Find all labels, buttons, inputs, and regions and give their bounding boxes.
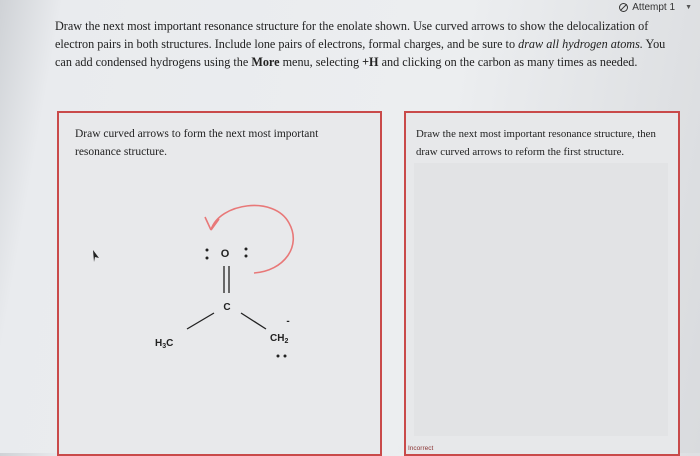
single-bond-left[interactable] bbox=[187, 313, 214, 329]
lone-pair-dot bbox=[245, 255, 248, 258]
cursor-icon bbox=[93, 250, 99, 262]
instructions-line-2: electron pairs in both structures. Include lone pairs of electrons, formal charges, and be sure to draw all hydrogen atoms. You bbox=[55, 37, 666, 51]
carbon-atom[interactable]: C bbox=[223, 302, 231, 313]
lone-pair-dot bbox=[206, 257, 209, 260]
lone-pair-dot bbox=[206, 249, 209, 252]
single-bond-right[interactable] bbox=[241, 313, 266, 329]
lone-pair-dot bbox=[245, 248, 248, 251]
enolate-structure[interactable] bbox=[59, 113, 380, 454]
status-label: Incorrect bbox=[408, 445, 434, 452]
chevron-down-icon[interactable]: ▼ bbox=[685, 4, 692, 11]
right-drawing-panel[interactable] bbox=[404, 111, 680, 456]
instructions-line-3: can add condensed hydrogens using the More menu, selecting +H and clicking on the carbon as many times as needed. bbox=[55, 55, 638, 69]
left-panel-prompt: Draw curved arrows to form the next most important resonance structure. bbox=[75, 128, 319, 158]
left-drawing-panel[interactable] bbox=[57, 111, 382, 456]
attempt-indicator[interactable] bbox=[619, 2, 692, 13]
drawing-canvas[interactable] bbox=[414, 163, 668, 436]
question-instructions bbox=[55, 17, 675, 71]
lone-pair-dot bbox=[277, 355, 280, 358]
methyl-group[interactable]: $H_3C$ bbox=[155, 338, 174, 350]
methylene-group[interactable]: $CH_2$ bbox=[270, 333, 289, 345]
no-entry-icon bbox=[619, 3, 628, 12]
attempt-label: Attempt 1 bbox=[632, 2, 676, 13]
lone-pair-dot bbox=[284, 355, 287, 358]
oxygen-atom[interactable]: O bbox=[220, 248, 230, 260]
formal-charge: - bbox=[286, 316, 290, 327]
right-panel-prompt: Draw the next most important resonance structure, then draw curved arrows to reform the first structure. bbox=[416, 128, 656, 158]
instructions-line-1: Draw the next most important resonance structure for the enolate shown. Use curved arrows to show the delocalization of bbox=[55, 19, 649, 33]
curved-arrow[interactable] bbox=[211, 205, 293, 273]
